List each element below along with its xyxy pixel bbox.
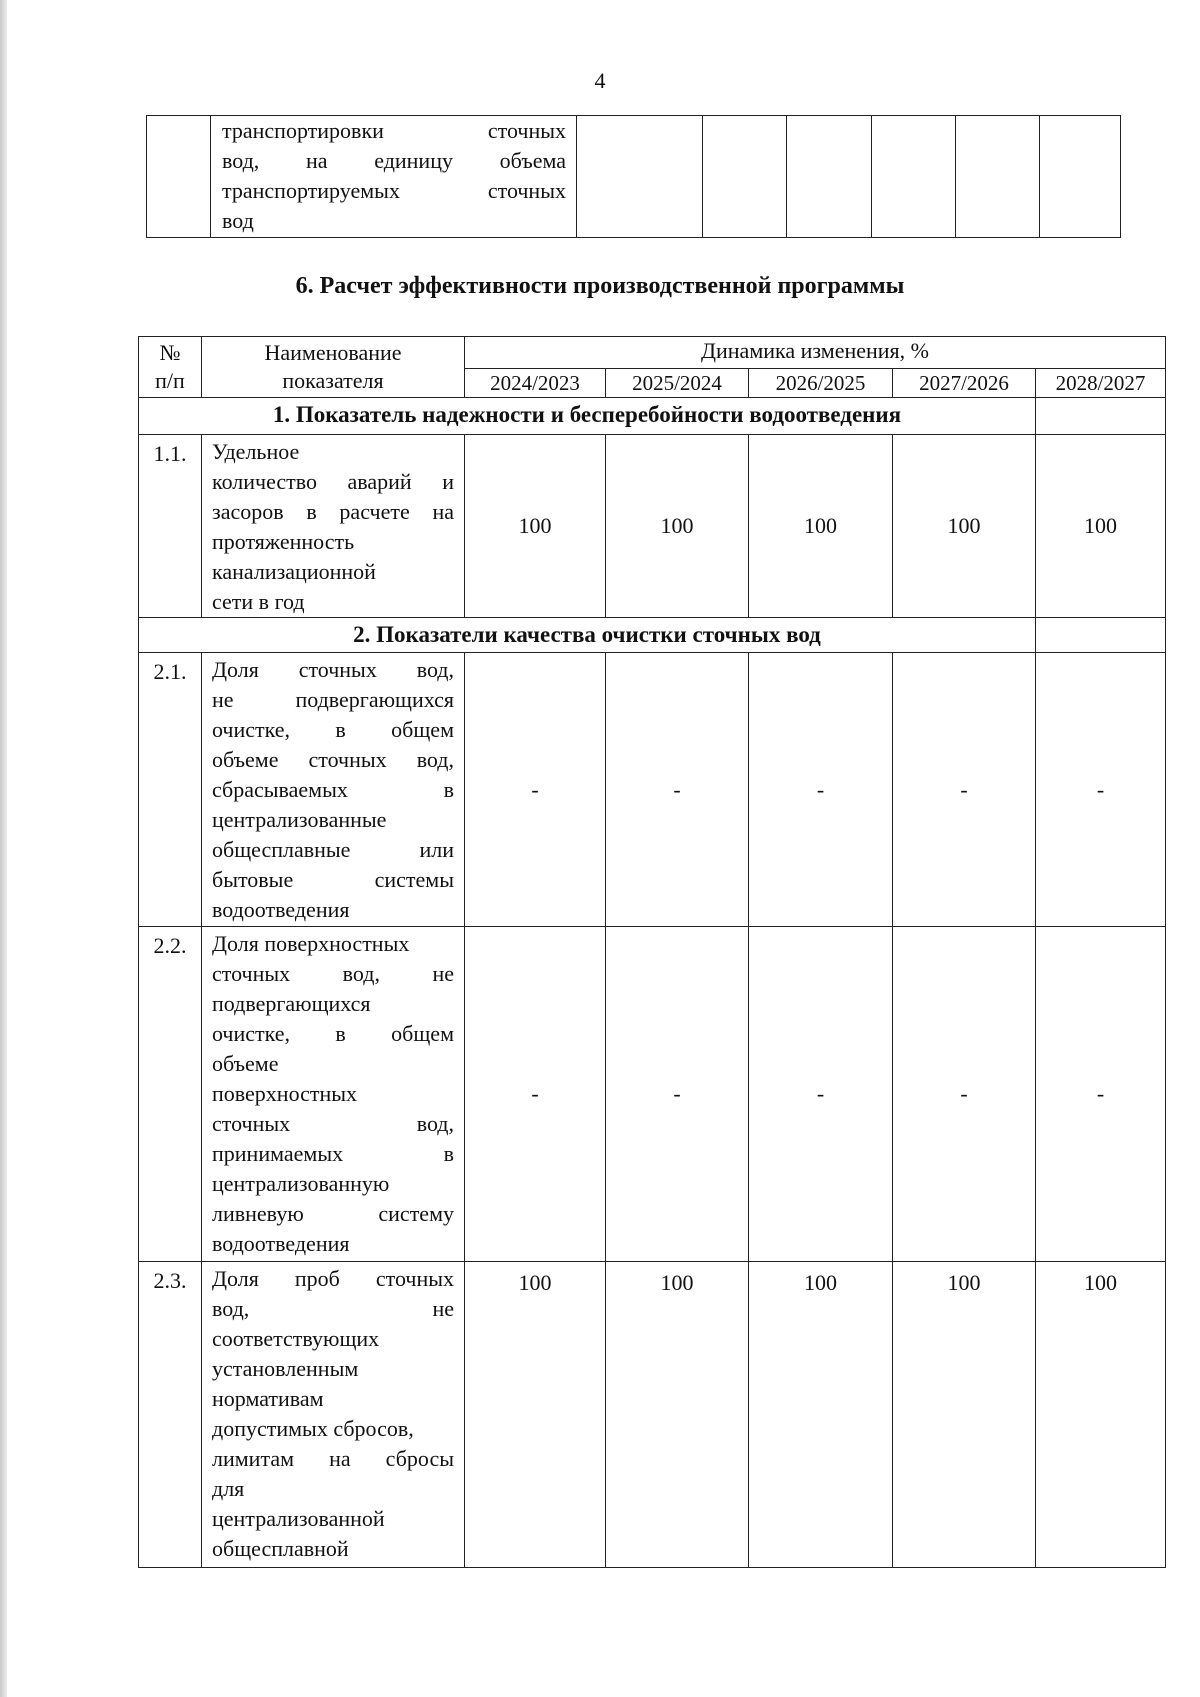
text-line: водоотведения bbox=[212, 897, 350, 922]
text-line: Доля проб сточных bbox=[212, 1266, 454, 1291]
text-line: общесплавные или bbox=[212, 837, 454, 862]
row-number: 1.1. bbox=[139, 435, 202, 618]
indicator-name-cell bbox=[202, 1262, 465, 1568]
text-line: засоров в расчете на bbox=[212, 499, 454, 524]
text-line: централизованную bbox=[212, 1171, 390, 1196]
header-year: 2026/2025 bbox=[749, 369, 893, 398]
text-line: сбрасываемых в bbox=[212, 777, 454, 802]
header-num-label: № bbox=[159, 340, 181, 365]
table-row bbox=[139, 1262, 1166, 1568]
text-line: объеме bbox=[212, 1051, 279, 1076]
group-row bbox=[139, 618, 1166, 653]
table-row bbox=[139, 653, 1166, 927]
text-line: водоотведения bbox=[212, 1231, 350, 1256]
table-cell bbox=[703, 116, 787, 238]
header-year: 2028/2027 bbox=[1036, 369, 1166, 398]
value-cell: - bbox=[749, 927, 893, 1262]
text-line: централизованной bbox=[212, 1506, 385, 1531]
row-number: 2.3. bbox=[139, 1262, 202, 1568]
value-cell: 100 bbox=[606, 1262, 749, 1568]
text-line: вод, на единицу объема bbox=[222, 148, 566, 173]
indicator-name-cell bbox=[202, 435, 465, 618]
value-cell: - bbox=[749, 653, 893, 927]
value-cell: 100 bbox=[606, 435, 749, 618]
indicator-name-cell bbox=[211, 116, 577, 238]
value-cell: 100 bbox=[749, 1262, 893, 1568]
row-number: 2.1. bbox=[139, 653, 202, 927]
efficiency-table bbox=[138, 336, 1166, 1568]
text-line: сети в год bbox=[212, 589, 305, 614]
text-line: подвергающихся bbox=[212, 991, 371, 1016]
table-row bbox=[147, 116, 1121, 238]
text-line: сточных вод, не bbox=[212, 961, 454, 986]
scan-edge bbox=[0, 0, 7, 1697]
header-dynamics-label: Динамика изменения, % bbox=[465, 337, 1166, 369]
text-line: очистке, в общем bbox=[212, 1021, 454, 1046]
text-line: бытовые системы bbox=[212, 867, 454, 892]
header-num-label: п/п bbox=[155, 368, 185, 393]
text-line: общесплавной bbox=[212, 1536, 349, 1561]
text-line: поверхностных bbox=[212, 1081, 358, 1106]
indicator-name-cell bbox=[202, 653, 465, 927]
text-line: соответствующих bbox=[212, 1326, 380, 1351]
value-cell: - bbox=[606, 927, 749, 1262]
text-line: Доля сточных вод, bbox=[212, 657, 454, 682]
text-line: нормативам bbox=[212, 1386, 324, 1411]
text-line: протяженность bbox=[212, 529, 355, 554]
text-line: количество аварий и bbox=[212, 469, 454, 494]
indicator-name-cell bbox=[202, 927, 465, 1262]
value-cell: 100 bbox=[465, 1262, 606, 1568]
text-line: лимитам на сбросы bbox=[212, 1446, 454, 1471]
section-title: 6. Расчет эффективности производственной программы bbox=[295, 273, 905, 299]
header-row bbox=[139, 337, 1166, 369]
table-cell bbox=[147, 116, 211, 238]
table-cell bbox=[1036, 398, 1166, 435]
value-cell: 100 bbox=[465, 435, 606, 618]
header-year: 2025/2024 bbox=[606, 369, 749, 398]
value-cell: 100 bbox=[893, 1262, 1036, 1568]
text-line: принимаемых в bbox=[212, 1141, 454, 1166]
value-cell: 100 bbox=[749, 435, 893, 618]
table-cell bbox=[872, 116, 956, 238]
header-year: 2027/2026 bbox=[893, 369, 1036, 398]
text-line: для bbox=[212, 1476, 245, 1501]
group-row bbox=[139, 398, 1166, 435]
table-cell bbox=[787, 116, 872, 238]
text-line: ливневую систему bbox=[212, 1201, 454, 1226]
text-line: объеме сточных вод, bbox=[212, 747, 454, 772]
table-row bbox=[139, 435, 1166, 618]
header-num-cell bbox=[139, 337, 202, 398]
header-name-label: показателя bbox=[282, 368, 384, 393]
table-row bbox=[139, 927, 1166, 1262]
group-title: 2. Показатели качества очистки сточных вод bbox=[139, 618, 1036, 653]
header-name-cell bbox=[202, 337, 465, 398]
value-cell: - bbox=[893, 927, 1036, 1262]
page-number: 4 bbox=[594, 68, 606, 93]
text-line: не подвергающихся bbox=[212, 687, 454, 712]
text-line: транспортируемых сточных bbox=[222, 178, 566, 203]
value-cell: - bbox=[465, 653, 606, 927]
value-cell: - bbox=[606, 653, 749, 927]
text-line: очистке, в общем bbox=[212, 717, 454, 742]
table-cell bbox=[956, 116, 1040, 238]
text-line: вод, не bbox=[212, 1296, 454, 1321]
value-cell: - bbox=[465, 927, 606, 1262]
continuation-table bbox=[146, 115, 1121, 238]
text-line: канализационной bbox=[212, 559, 376, 584]
text-line: допустимых сбросов, bbox=[212, 1416, 414, 1441]
text-line: централизованные bbox=[212, 807, 387, 832]
value-cell: - bbox=[893, 653, 1036, 927]
table-cell bbox=[577, 116, 703, 238]
text-line: вод bbox=[222, 208, 254, 233]
header-year: 2024/2023 bbox=[465, 369, 606, 398]
value-cell: 100 bbox=[893, 435, 1036, 618]
row-number: 2.2. bbox=[139, 927, 202, 1262]
text-line: транспортировки сточных bbox=[222, 118, 566, 143]
value-cell: - bbox=[1036, 653, 1166, 927]
value-cell: - bbox=[1036, 927, 1166, 1262]
text-line: Удельное bbox=[212, 439, 300, 464]
group-title: 1. Показатель надежности и бесперебойности водоотведения bbox=[139, 398, 1036, 435]
value-cell: 100 bbox=[1036, 1262, 1166, 1568]
text-line: сточных вод, bbox=[212, 1111, 454, 1136]
text-line: установленным bbox=[212, 1356, 359, 1381]
table-cell bbox=[1036, 618, 1166, 653]
header-name-label: Наименование bbox=[264, 340, 402, 365]
value-cell: 100 bbox=[1036, 435, 1166, 618]
table-cell bbox=[1040, 116, 1121, 238]
text-line: Доля поверхностных bbox=[212, 931, 410, 956]
